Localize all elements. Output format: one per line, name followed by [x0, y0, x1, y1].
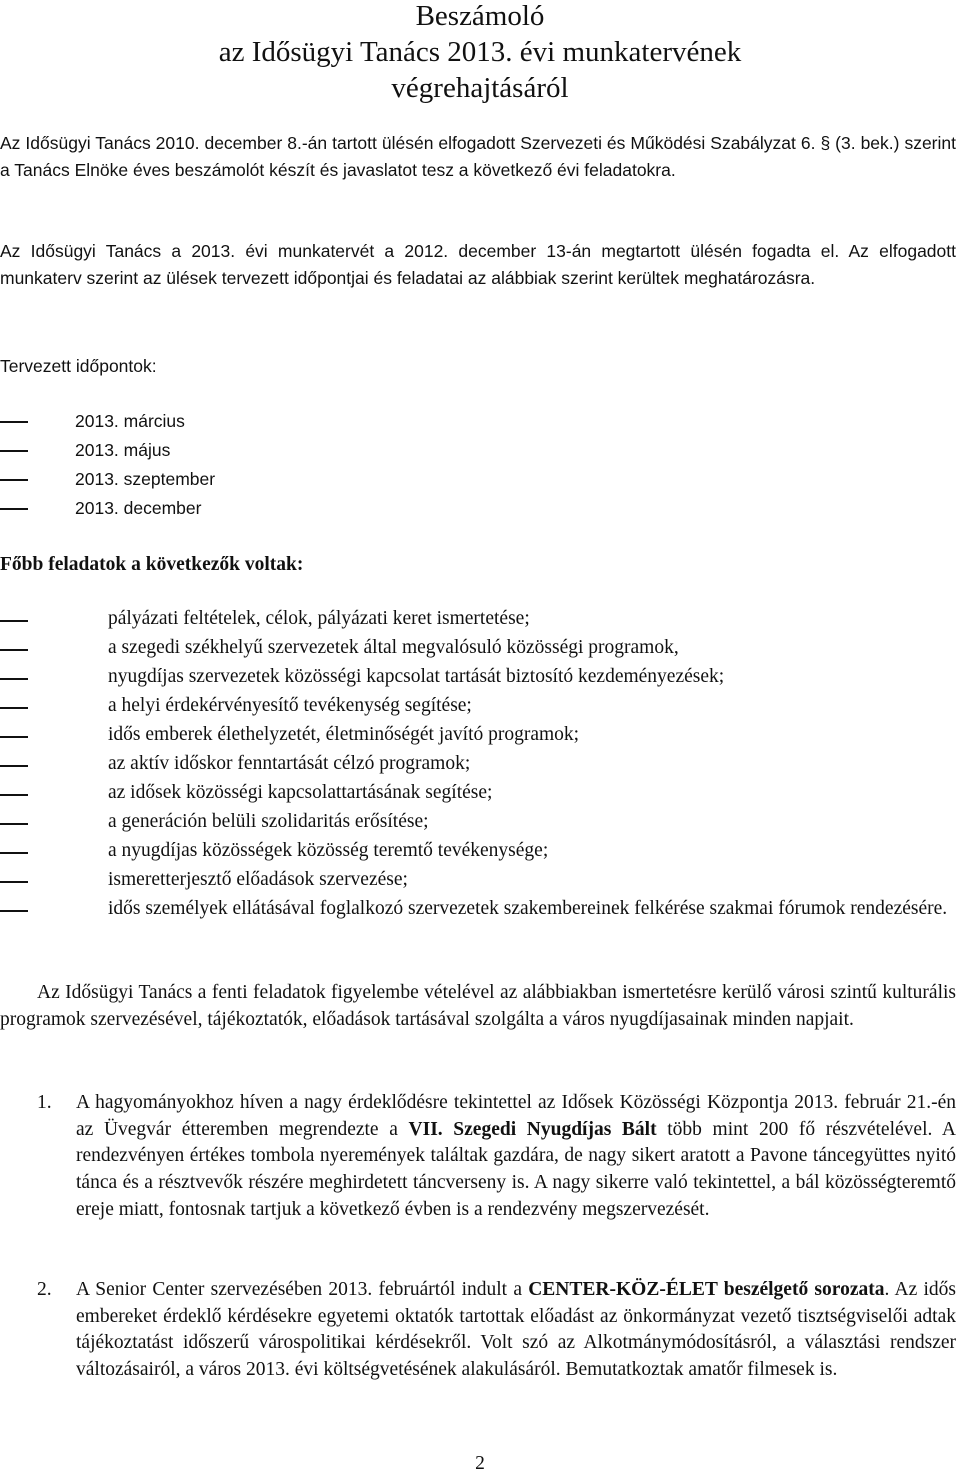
item-text: A Senior Center szervezésében 2013. februártól indult a CENTER-KÖZ-ÉLET beszélgető sorozata. Az idős embereket érdeklő kérdésekre egyetemi oktatók tartottak előadást az önkormányzat vezető tisztségviselői adtak tájékoztatást időszerű várospolitikai kérdésekről. Volt szó az Alkotmánymódosításról, a választási rendszer változásairól, a város 2013. évi költségvetésének alakulásáról. Bemutatkoztak amatőr filmesek is. — [76, 1279, 956, 1381]
item-number: 2. — [37, 1279, 52, 1300]
item-number: 1. — [37, 1092, 52, 1113]
intro-paragraph-1: Az Idősügyi Tanács 2010. december 8.-án tartott ülésén elfogadott Szervezeti és Működési Szabályzat 6. § (3. bek.) szerint a Tanács Elnöke éves beszámolót készít és javaslatot tesz a következő évi feladatokra. — [0, 133, 956, 180]
dash-bullet — [0, 765, 28, 767]
list-item — [0, 838, 956, 865]
task-text: a generáción belüli szolidaritás erősítése; — [108, 811, 429, 832]
item-text: A hagyományokhoz híven a nagy érdeklődésre tekintettel az Idősek Közösségi Központja 2013. február 21.-én az Üvegvár étteremben megrendezte a VII. Szegedi Nyugdíjas Bált több mint 200 fő részvételével. A rendezvényen értékes tombola nyeremények találtak gazdára, de nagy sikert aratott a Pavone táncegyüttes nyitó tánca és a résztvevők részére meghirdetett táncverseny is. A nagy sikerre való tekintettel, a bál közösségteremtő ereje miatt, fontosnak tartjuk a következő évben is a rendezvény megszervezését. — [76, 1092, 957, 1220]
dash-bullet — [0, 823, 28, 825]
dash-bullet — [0, 479, 28, 481]
task-text: idős személyek ellátásával foglalkozó szervezetek szakembereinek felkérése szakmai fórumok rendezésére. — [108, 898, 948, 919]
dash-bullet — [0, 508, 28, 510]
list-item — [0, 896, 956, 923]
dash-bullet — [0, 736, 28, 738]
planned-date: 2013. május — [75, 440, 171, 460]
list-item — [0, 751, 956, 778]
document-title-line-2: az Idősügyi Tanács 2013. évi munkatervének — [218, 36, 742, 68]
dash-bullet — [0, 794, 28, 796]
planned-date: 2013. december — [75, 498, 202, 518]
planned-date: 2013. március — [75, 411, 185, 431]
task-text: az idősek közösségi kapcsolattartásának segítése; — [108, 782, 493, 803]
summary-paragraph: Az Idősügyi Tanács a fenti feladatok figyelembe vételével az alábbiakban ismertetésre kerülő városi szintű kulturális programok szervezésével, tájékoztatók, előadások tartásával szolgálta a város nyugdíjasainak minden napjait. — [0, 982, 956, 1030]
dash-bullet — [0, 881, 28, 883]
planned-dates-label: Tervezett időpontok: — [0, 356, 157, 376]
dash-bullet — [0, 421, 28, 423]
list-item — [0, 606, 956, 633]
intro-paragraph-2: Az Idősügyi Tanács a 2013. évi munkatervét a 2012. december 13-án megtartott ülésén fogadta el. Az elfogadott munkaterv szerint az ülések tervezett időpontjai és feladatai az alábbiak szerint kerültek meghatározásra. — [0, 241, 956, 288]
planned-date: 2013. szeptember — [75, 469, 216, 489]
list-item — [0, 809, 956, 836]
task-text: pályázati feltételek, célok, pályázati keret ismertetése; — [108, 608, 530, 629]
list-item — [0, 780, 956, 807]
document-title-line-1: Beszámoló — [415, 0, 545, 32]
document-title-line-3: végrehajtásáról — [391, 72, 569, 104]
dash-bullet — [0, 450, 28, 452]
dash-bullet — [0, 910, 28, 912]
list-item — [0, 635, 956, 662]
task-text: nyugdíjas szervezetek közösségi kapcsolat tartását biztosító kezdeményezések; — [108, 666, 725, 687]
list-item — [0, 722, 956, 749]
task-text: ismeretterjesztő előadások szervezése; — [108, 869, 408, 890]
dash-bullet — [0, 678, 28, 680]
task-text: idős emberek élethelyzetét, életminőségét javító programok; — [108, 724, 580, 745]
task-text: a helyi érdekérvényesítő tevékenység segítése; — [108, 695, 472, 716]
dash-bullet — [0, 620, 28, 622]
task-text: a szegedi székhelyű szervezetek által megvalósuló közösségi programok, — [108, 637, 679, 658]
tasks-heading: Főbb feladatok a következők voltak: — [0, 554, 304, 575]
list-item — [0, 693, 956, 720]
list-item — [0, 867, 956, 894]
task-text: a nyugdíjas közösségek közösség teremtő tevékenysége; — [108, 840, 549, 861]
page-number: 2 — [475, 1453, 485, 1474]
dash-bullet — [0, 649, 28, 651]
dash-bullet — [0, 707, 28, 709]
list-item — [0, 664, 956, 691]
dash-bullet — [0, 852, 28, 854]
task-text: az aktív időskor fenntartását célzó programok; — [108, 753, 471, 774]
